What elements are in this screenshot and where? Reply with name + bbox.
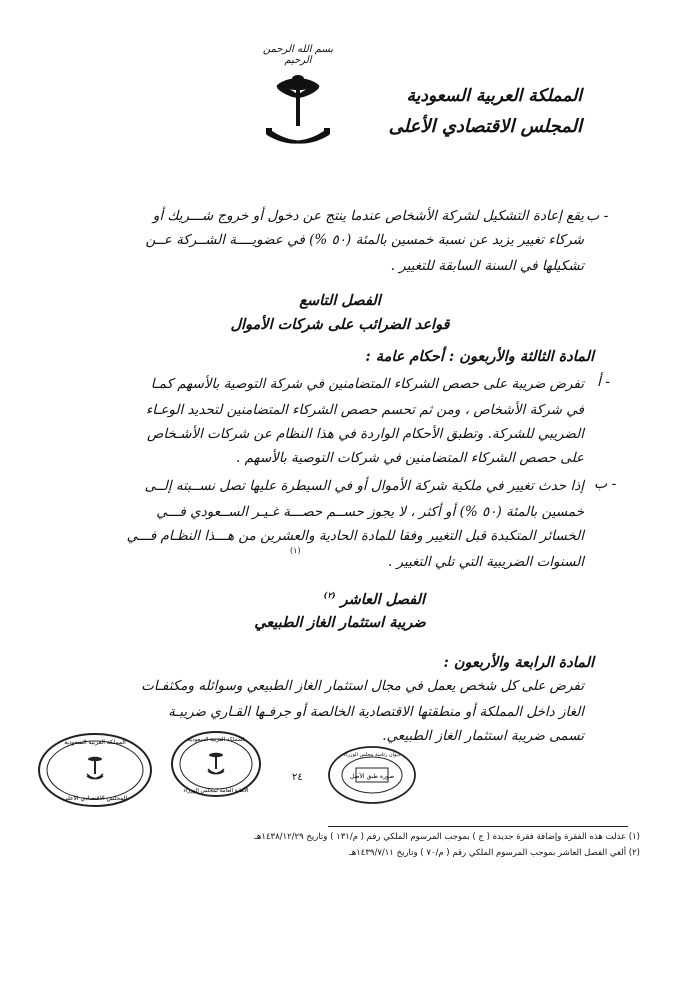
clause-line: إذا حدث تغيير في ملكية شركة الأموال أو في السيطرة عليها تصل نســبته إلــى [144,478,584,494]
svg-text:الأمانة العامة لمجلس الوزراء: الأمانة العامة لمجلس الوزراء [183,788,249,794]
svg-text:المجلس الاقتصادي الأعلى: المجلس الاقتصادي الأعلى [62,795,128,802]
clause-line: تشكيلها في السنة السابقة للتغيير . [390,258,584,274]
council-seal-icon [36,730,154,810]
clause-line: على حصص الشركاء المتضامنين في شركات التوصية بالأسهم . [236,450,584,466]
page-number: ٢٤ [292,772,303,783]
chapter-subtitle: قواعد الضرائب على شركات الأموال [230,316,450,333]
chapter-title: الفصل التاسع [299,292,381,309]
svg-text:المملكة العربية السعودية: المملكة العربية السعودية [187,737,245,743]
clause-line: الخسائر المتكبدة قبل التغيير وفقا للمادة الحادية والعشرين من هـــذا النظـام فـــي [126,528,584,544]
header-country: المملكة العربية السعودية [406,86,582,106]
article-title: المادة الرابعة والأربعون : [443,654,594,671]
cabinet-seal-icon [168,728,264,800]
footnote-ref: (٢) [323,590,336,600]
clause-line: الغاز داخل المملكة أو منطقتها الاقتصادية الخالصة أو جرفـها القـاري ضريبـة [168,704,584,720]
clause-marker: أ - [597,374,611,390]
clause-line: شركاء تغيير يزيد عن نسبة خمسين بالمئة (٥٠ %) في عضويــــة الشــركة عــن [145,232,584,248]
clause-line: تفرض ضريبة على حصص الشركاء المتضامنين في شركة التوصية بالأسهم كمـا [150,376,584,392]
header-council: المجلس الاقتصادي الأعلى [388,116,582,137]
clause-marker: ب - [594,476,617,492]
svg-text:ديوان رئاسة مجلس الوزراء: ديوان رئاسة مجلس الوزراء [343,752,401,758]
footnote-divider [328,826,628,827]
clause-line: تفرض على كل شخص يعمل في مجال استثمار الغاز الطبيعي وسوائله ومكثفـات [141,678,584,694]
saudi-emblem-icon [262,72,334,158]
footnote: (٢) ألغي الفصل العاشر بموجب المرسوم الملكي رقم ( م/٧٠ ) وتاريخ ١٤٣٩/٧/١١هـ [349,848,640,858]
office-seal-icon [326,744,418,806]
clause-line: في شركة الأشخاص ، ومن ثم تحسم حصص الشركاء المتضامنين لتحديد الوعـاء [145,402,584,418]
basmala: بسم الله الرحمن الرحيم [262,44,334,66]
chapter-title-text: الفصل العاشر [340,590,425,608]
clause-marker: ب - [586,208,609,224]
chapter-subtitle: ضريبة استثمار الغاز الطبيعي [254,614,426,631]
footnote-ref: (١) [290,546,301,555]
clause-line: تسمى ضريبة استثمار الغاز الطبيعي. [382,728,584,744]
clause-line: السنوات الضريبية التي تلي التغيير . [387,554,584,570]
svg-text:صورة طبق الأصل: صورة طبق الأصل [349,773,395,780]
chapter-title [324,590,425,608]
clause-line: الضريبي للشركة. وتطبق الأحكام الواردة في هذا النظام عن شركات الأشـخاص [147,426,584,442]
svg-text:المملكة العربية السعودية: المملكة العربية السعودية [64,739,126,746]
footnote: (١) عدلت هذه الفقرة وإضافة فقرة جديدة ( ج ) بموجب المرسوم الملكي رقم ( م/١٣١ ) وتاريخ ١٤٣٨/١٢/٢٩هـ [254,832,640,842]
clause-line: يقع إعادة التشكيل لشركة الأشخاص عندما ينتج عن دخول أو خروج شـــريك أو [152,208,584,224]
clause-line: خمسين بالمئة (٥٠ %) أو أكثر ، لا يجوز حســم حصـــة غـيـر الســعودي فـــي [156,504,584,520]
article-title: المادة الثالثة والأربعون : أحكام عامة : [365,348,594,365]
